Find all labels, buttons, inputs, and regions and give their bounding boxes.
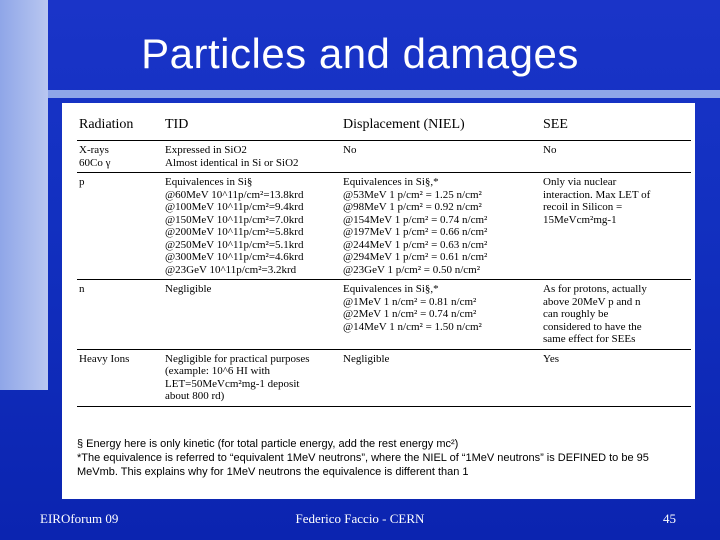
cell-line: No (543, 144, 557, 156)
cell-line: @300MeV 10^11p/cm²=4.6krd (165, 251, 304, 263)
cell-line: @244MeV 1 p/cm² = 0.63 n/cm² (343, 238, 488, 251)
cell-line: @53MeV 1 p/cm² = 1.25 n/cm² (343, 188, 482, 201)
cell-line: same effect for SEEs (543, 333, 636, 345)
cell-line: Negligible (165, 283, 212, 295)
footnotes (77, 437, 677, 479)
table-cell-radiation (77, 280, 163, 350)
cell-line: @60MeV 10^11p/cm²=13.8krd (165, 188, 304, 201)
cell-line: interaction. Max LET of (543, 188, 651, 201)
table-cell-see (541, 349, 691, 406)
cell-line: Only via nuclear (543, 176, 617, 188)
table-cell-tid (163, 141, 341, 173)
table-cell-radiation (77, 173, 163, 280)
particles-table (77, 111, 691, 407)
cell-line: Negligible for practical purposes (165, 352, 310, 365)
table-cell-niel (341, 349, 541, 406)
table-cell-see (541, 141, 691, 173)
table-row (77, 349, 691, 406)
footer-author: Federico Faccio - CERN (295, 511, 425, 526)
table-cell-see (541, 173, 691, 280)
cell-line: Almost identical in Si or SiO2 (165, 156, 299, 169)
table-cell-see (541, 280, 691, 350)
table-cell-radiation (77, 141, 163, 173)
table-row (77, 141, 691, 173)
cell-line: @23GeV 1 p/cm² = 0.50 n/cm² (343, 263, 480, 276)
cell-line: @98MeV 1 p/cm² = 0.92 n/cm² (343, 201, 482, 213)
cell-line: @100MeV 10^11p/cm²=9.4krd (165, 201, 304, 213)
cell-line: recoil in Silicon = (543, 201, 623, 213)
cell-line: @23GeV 10^11p/cm²=3.2krd (165, 263, 297, 276)
cell-line: As for protons, actually (543, 283, 647, 295)
table-cell-tid (163, 349, 341, 406)
cell-line: can roughly be (543, 308, 609, 320)
cell-line: 15MeVcm²mg-1 (543, 213, 617, 226)
cell-line: @2MeV 1 n/cm² = 0.74 n/cm² (343, 308, 477, 320)
cell-line: @154MeV 1 p/cm² = 0.74 n/cm² (343, 213, 488, 226)
cell-line: Negligible (343, 352, 390, 365)
cell-line: (example: 10^6 HI with (165, 365, 271, 377)
column-header: TID (163, 111, 341, 141)
column-header: Displacement (NIEL) (341, 111, 541, 141)
cell-line: above 20MeV p and n (543, 295, 641, 308)
cell-line: p (79, 176, 85, 188)
cell-line: @200MeV 10^11p/cm²=5.8krd (165, 226, 304, 238)
table-row (77, 173, 691, 280)
cell-line: Equivalences in Si§,* (343, 176, 439, 188)
cell-line: @150MeV 10^11p/cm²=7.0krd (165, 213, 304, 226)
column-header: Radiation (77, 111, 163, 141)
table-cell-niel (341, 280, 541, 350)
column-header: SEE (541, 111, 691, 141)
table-cell-tid (163, 280, 341, 350)
cell-line: @1MeV 1 n/cm² = 0.81 n/cm² (343, 295, 477, 308)
cell-line: Expressed in SiO2 (165, 144, 247, 156)
table-cell-niel (341, 173, 541, 280)
cell-line: @294MeV 1 p/cm² = 0.61 n/cm² (343, 251, 488, 263)
cell-line: 60Co γ (79, 156, 111, 169)
footer-event: EIROforum 09 (40, 511, 119, 526)
cell-line: LET=50MeVcm²mg-1 deposit (165, 377, 300, 390)
cell-line: about 800 rd) (165, 390, 225, 402)
cell-line: @14MeV 1 n/cm² = 1.50 n/cm² (343, 320, 482, 333)
table-cell-tid (163, 173, 341, 280)
cell-line: @250MeV 10^11p/cm²=5.1krd (165, 238, 304, 251)
footnote-energy: § Energy here is only kinetic (for total particle energy, add the rest energy mc²) (77, 438, 459, 450)
cell-line: Yes (543, 352, 560, 365)
cell-line: No (343, 144, 357, 156)
table-header-row (77, 111, 691, 141)
cell-line: n (79, 283, 85, 295)
slide-title: Particles and damages (141, 30, 579, 77)
page-number: 45 (663, 511, 676, 526)
cell-line: X-rays (79, 144, 109, 156)
cell-line: @197MeV 1 p/cm² = 0.66 n/cm² (343, 226, 488, 238)
title-underline-bar (48, 90, 720, 98)
table-cell-radiation (77, 349, 163, 406)
table-cell-niel (341, 141, 541, 173)
content-panel (62, 103, 695, 499)
table-row (77, 280, 691, 350)
cell-line: Equivalences in Si§ (165, 176, 253, 188)
cell-line: considered to have the (543, 320, 642, 333)
cell-line: Heavy Ions (79, 352, 130, 365)
footnote-equivalence: *The equivalence is referred to “equivalent 1MeV neutrons”, where the NIEL of “1MeV neutrons” is DEFINED to be 95 MeVmb. This explains why for 1MeV neutrons the equivalence is different than 1 (77, 452, 649, 478)
cell-line: Equivalences in Si§,* (343, 283, 439, 295)
